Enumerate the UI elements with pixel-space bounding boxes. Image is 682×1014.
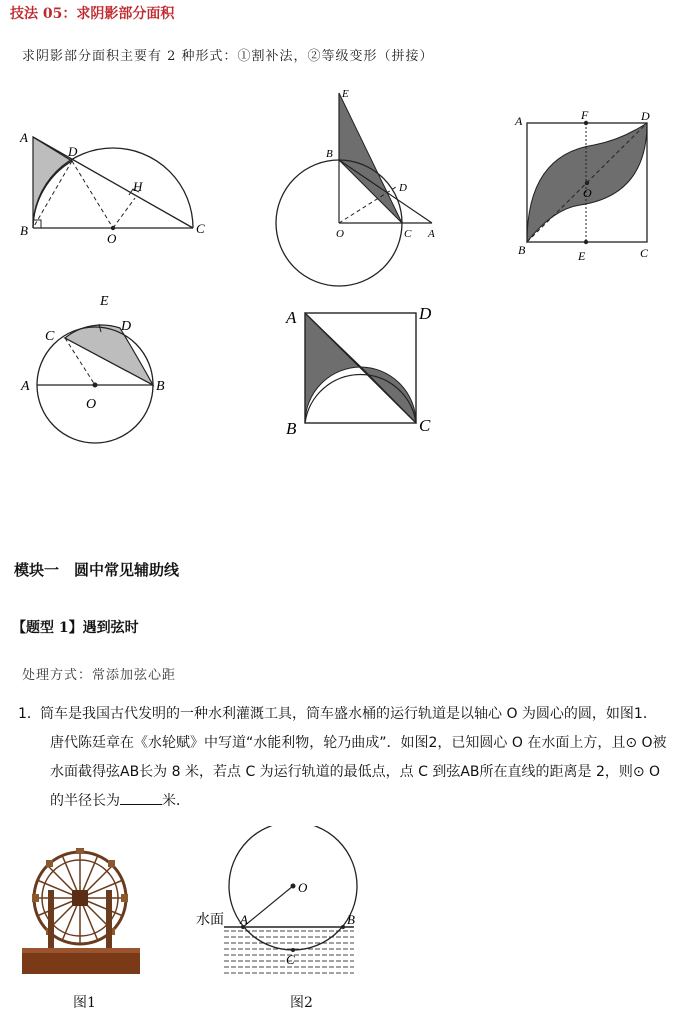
figure-circle-water <box>196 826 358 978</box>
label-C: C <box>45 329 55 344</box>
label-C: C <box>419 416 431 435</box>
problem-text-end: 米． <box>162 793 190 809</box>
label-B: B <box>518 243 526 257</box>
label-F: F <box>581 108 589 122</box>
label-A: A <box>240 912 248 927</box>
label-E: E <box>100 294 109 309</box>
module-title: 模块一 圆中常见辅助线 <box>14 561 180 579</box>
technique-title: 技法 05：求阴影部分面积 <box>10 6 175 22</box>
label-B: B <box>286 419 297 438</box>
figure-2-caption: 图2 <box>290 995 313 1011</box>
shaded-region <box>65 325 153 385</box>
problem-number: 1． <box>18 706 41 722</box>
shaded-region <box>33 137 72 228</box>
label-A: A <box>428 228 435 240</box>
answer-blank[interactable] <box>120 790 162 805</box>
method-text: 处理方式：常添加弦心距 <box>22 668 177 683</box>
figure-square-leaf <box>508 105 678 265</box>
label-O: O <box>86 397 97 412</box>
label-A: A <box>20 130 28 145</box>
label-B: B <box>347 912 355 927</box>
question-type-heading: 【题型 1】遇到弦时 <box>12 620 139 636</box>
label-O: O <box>107 231 117 246</box>
figure-square-semicircle <box>282 300 442 440</box>
label-E: E <box>342 88 349 100</box>
label-D: D <box>121 319 132 334</box>
label-O: O <box>298 880 308 895</box>
waterwheel-photo <box>18 840 142 978</box>
label-E: E <box>578 249 586 263</box>
label-C: C <box>286 952 295 967</box>
label-H: H <box>133 179 143 194</box>
label-D: D <box>419 304 432 323</box>
label-A: A <box>286 308 297 327</box>
label-B: B <box>20 223 28 238</box>
label-C: C <box>640 246 649 260</box>
problem-1 <box>18 700 668 816</box>
figure-circle-inscribed <box>18 288 178 448</box>
label-A: A <box>515 114 523 128</box>
label-O: O <box>583 186 592 200</box>
label-D: D <box>641 109 650 123</box>
water-surface-label: 水面 <box>196 912 224 928</box>
label-O: O <box>336 228 344 240</box>
figure-semicircle-triangle <box>12 128 212 250</box>
label-A: A <box>21 379 30 394</box>
label-D: D <box>399 182 407 194</box>
label-C: C <box>196 221 205 236</box>
label-B: B <box>156 379 165 394</box>
problem-text: 筒车是我国古代发明的一种水利灌溉工具，筒车盛水桶的运行轨道是以轴心 O 为圆心的圆，如图1．唐代陈廷章在《水轮赋》中写道“水能利物，轮乃曲成”．如图2，已知圆心 O 在水面上方，且⊙ O被水面截得弦AB长为 8 米，若点 C 为运行轨道的最低点，点 C 到弦AB所在直线的距离是 2，则⊙ O的半径长为 <box>40 706 667 809</box>
label-D: D <box>68 144 78 159</box>
label-C: C <box>404 228 412 240</box>
figure-circle-triangle <box>270 83 450 291</box>
label-B: B <box>326 148 333 160</box>
figure-1-caption: 图1 <box>73 995 96 1011</box>
technique-intro: 求阴影部分面积主要有 2 种形式：①割补法，②等级变形（拼接） <box>22 49 434 64</box>
